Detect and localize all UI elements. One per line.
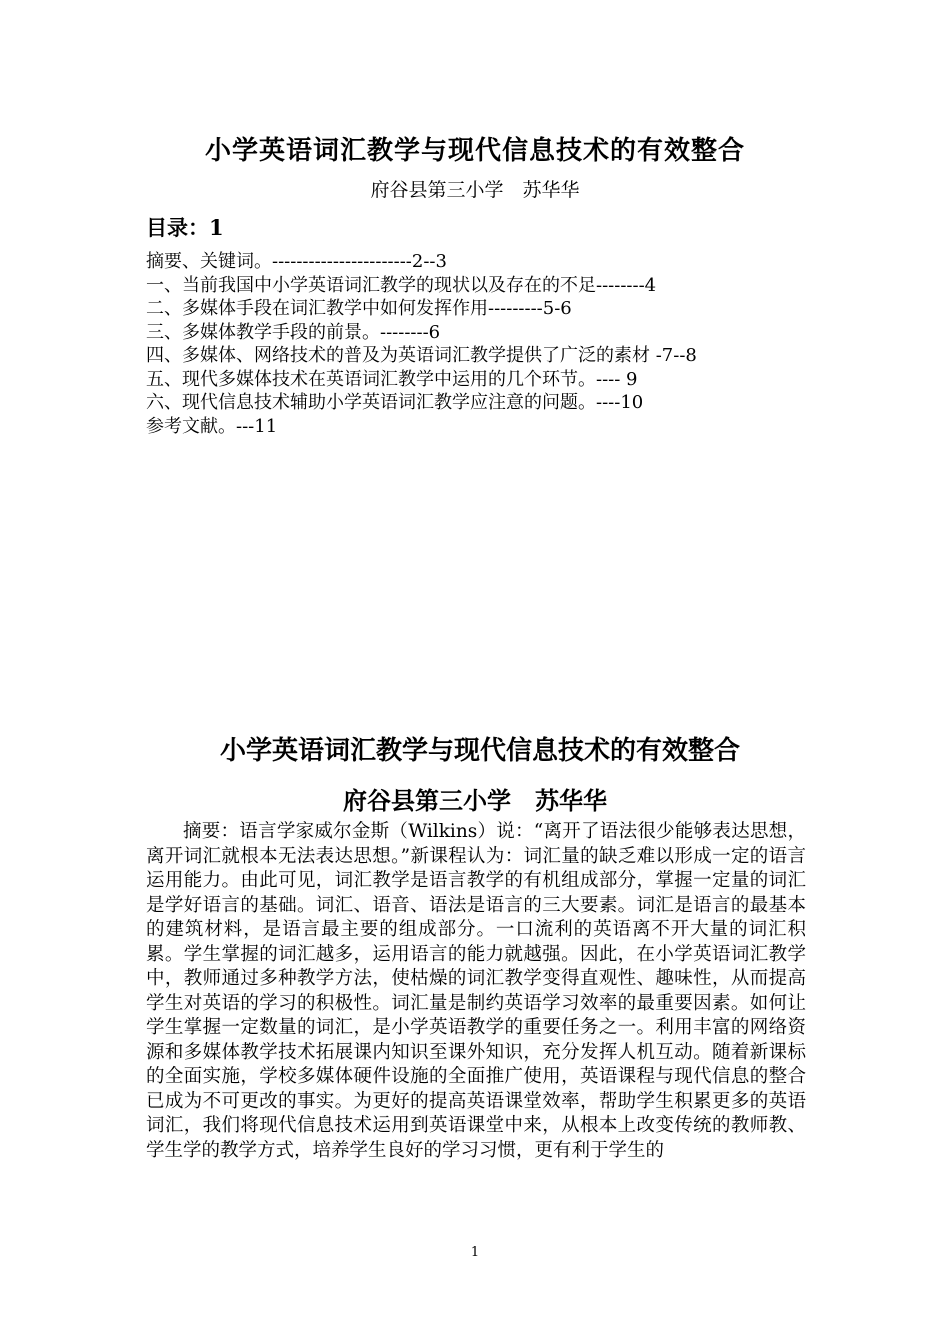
body-author-line: 府谷县第三小学 苏华华 (343, 786, 607, 815)
toc-item: 二、多媒体手段在词汇教学中如何发挥作用---------5-6 (146, 298, 572, 319)
abstract-paragraph: 摘要：语言学家威尔金斯（Wilkins）说：“离开了语法很少能够表达思想，离开词汇就根本无法表达思想。”新课程认为：词汇量的缺乏难以形成一定的语言运用能力。由此可见，词汇教学是语言教学的有机组成部分，掌握一定量的词汇是学好语言的基础。词汇、语音、语法是语言的三大要素。词汇是语言的最基本的建筑材料，是语言最主要的组成部分。一口流利的英语离不开大量的词汇积累。学生掌握的词汇越多，运用语言的能力就越强。因此，在小学英语词汇教学中，教师通过多种教学方法，使枯燥的词汇教学变得直观性、趣味性，从而提高学生对英语的学习的积极性。词汇量是制约英语学习效率的最重要因素。如何让学生掌握一定数量的词汇，是小学英语教学的重要任务之一。利用丰富的网络资源和多媒体教学技术拓展课内知识至课外知识，充分发挥人机互动。随着新课标的全面实施，学校多媒体硬件设施的全面推广使用，英语课程与现代信息的整合已成为不可更改的事实。为更好的提高英语课堂效率，帮助学生积累更多的英语词汇，我们将现代信息技术运用到英语课堂中来，从根本上改变传统的教师教、学生学的教学方式，培养学生良好的学习习惯，更有利于学生的 (146, 821, 806, 1161)
body-title: 小学英语词汇教学与现代信息技术的有效整合 (220, 736, 741, 766)
toc-item: 六、现代信息技术辅助小学英语词汇教学应注意的问题。----10 (146, 392, 644, 413)
document-title: 小学英语词汇教学与现代信息技术的有效整合 (204, 136, 745, 166)
toc-item: 一、当前我国中小学英语词汇教学的现状以及存在的不足--------4 (146, 274, 657, 296)
toc-item: 四、多媒体、网络技术的普及为英语词汇教学提供了广泛的素材 -7--8 (146, 345, 697, 366)
toc-item: 摘要、关键词。-----------------------2--3 (146, 251, 447, 272)
page-number: 1 (470, 1245, 480, 1260)
toc-item: 三、多媒体教学手段的前景。--------6 (146, 321, 441, 343)
table-of-contents (146, 250, 846, 438)
toc-item: 五、现代多媒体技术在英语词汇教学中运用的几个环节。---- 9 (146, 368, 638, 390)
author-line: 府谷县第三小学 苏华华 (370, 179, 580, 201)
toc-heading: 目录：1 (146, 215, 224, 240)
toc-item: 参考文献。---11 (146, 415, 278, 437)
